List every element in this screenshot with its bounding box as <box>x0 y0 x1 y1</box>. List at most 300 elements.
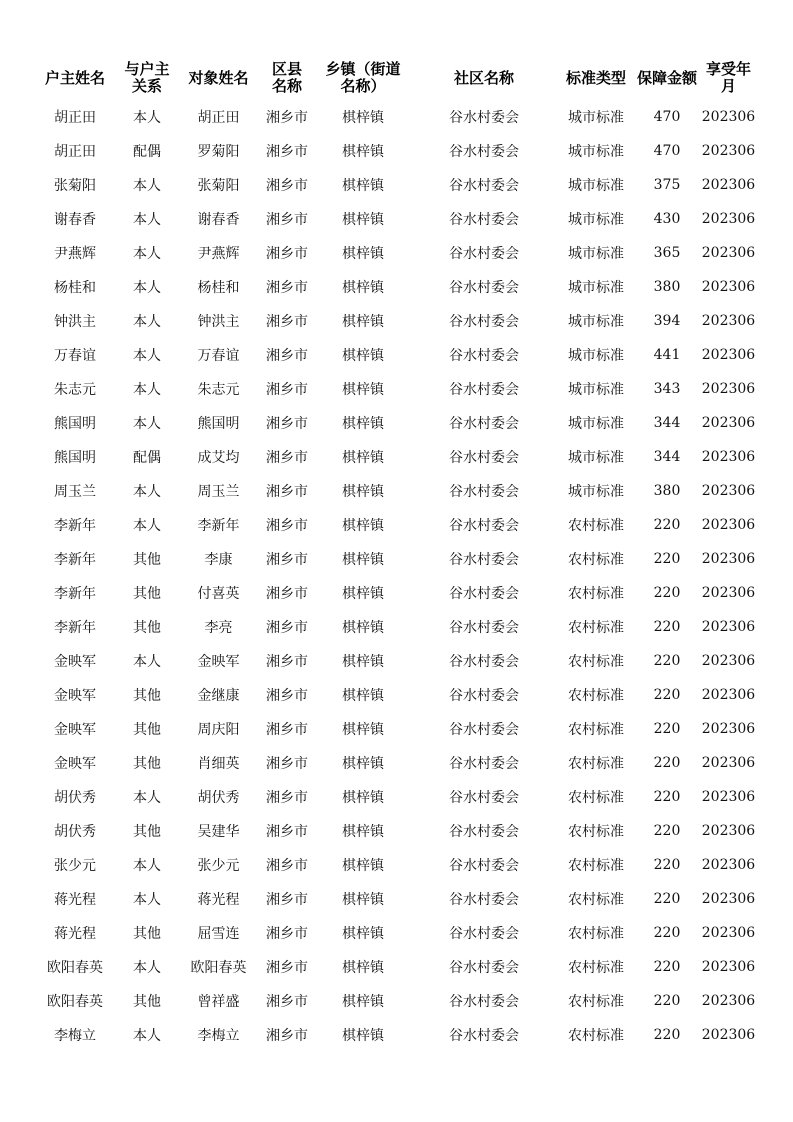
header-standard-type <box>559 56 633 100</box>
cell-county: 湘乡市 <box>266 790 308 806</box>
cell-relationship: 本人 <box>133 790 161 806</box>
cell-month: 202306 <box>701 143 756 159</box>
cell-county: 湘乡市 <box>266 484 308 500</box>
cell-relationship: 其他 <box>133 722 161 738</box>
cell-amount: 470 <box>653 143 681 159</box>
cell-township: 棋梓镇 <box>342 892 384 908</box>
table-row <box>36 984 756 1018</box>
cell-relationship: 本人 <box>133 416 161 432</box>
table-row <box>36 678 756 712</box>
cell-household-head: 熊国明 <box>54 450 96 466</box>
cell-relationship: 本人 <box>133 110 161 126</box>
cell-recipient: 周玉兰 <box>197 484 240 500</box>
cell-household-head: 金映军 <box>54 756 96 772</box>
cell-household-head: 李新年 <box>54 552 96 568</box>
cell-month: 202306 <box>701 993 756 1009</box>
cell-recipient: 杨桂和 <box>197 280 240 296</box>
cell-township: 棋梓镇 <box>342 110 384 126</box>
cell-relationship: 配偶 <box>133 450 161 466</box>
cell-recipient: 吴建华 <box>197 824 240 840</box>
cell-recipient: 金继康 <box>197 688 240 704</box>
cell-relationship: 本人 <box>133 280 161 296</box>
cell-township: 棋梓镇 <box>342 654 384 670</box>
table-row <box>36 746 756 780</box>
cell-month: 202306 <box>701 687 756 703</box>
cell-relationship: 其他 <box>133 994 161 1010</box>
cell-township: 棋梓镇 <box>342 858 384 874</box>
cell-township: 棋梓镇 <box>342 688 384 704</box>
cell-recipient: 张少元 <box>197 858 240 874</box>
cell-standard-type: 农村标准 <box>568 1028 624 1044</box>
table-row <box>36 576 756 610</box>
cell-amount: 220 <box>653 585 681 601</box>
table-row <box>36 950 756 984</box>
table-row <box>36 168 756 202</box>
cell-township: 棋梓镇 <box>342 1028 384 1044</box>
cell-county: 湘乡市 <box>266 1028 308 1044</box>
cell-relationship: 配偶 <box>133 144 161 160</box>
cell-standard-type: 农村标准 <box>568 926 624 942</box>
cell-county: 湘乡市 <box>266 688 308 704</box>
cell-county: 湘乡市 <box>266 620 308 636</box>
table-row <box>36 236 756 270</box>
cell-standard-type: 农村标准 <box>568 892 624 908</box>
header-text-line: 户主姓名 <box>44 68 105 87</box>
cell-community: 谷水村委会 <box>449 280 519 296</box>
cell-amount: 441 <box>653 347 681 363</box>
cell-relationship: 其他 <box>133 688 161 704</box>
cell-amount: 220 <box>653 687 681 703</box>
cell-recipient: 李梅立 <box>197 1028 240 1044</box>
cell-county: 湘乡市 <box>266 824 308 840</box>
cell-amount: 380 <box>653 279 681 295</box>
cell-standard-type: 农村标准 <box>568 722 624 738</box>
table-row <box>36 440 756 474</box>
cell-county: 湘乡市 <box>266 756 308 772</box>
cell-county: 湘乡市 <box>266 280 308 296</box>
table-row <box>36 508 756 542</box>
cell-community: 谷水村委会 <box>449 892 519 908</box>
cell-month: 202306 <box>701 755 756 771</box>
cell-township: 棋梓镇 <box>342 144 384 160</box>
cell-county: 湘乡市 <box>266 960 308 976</box>
cell-township: 棋梓镇 <box>342 382 384 398</box>
cell-household-head: 熊国明 <box>54 416 96 432</box>
table-row <box>36 814 756 848</box>
cell-month: 202306 <box>701 517 756 533</box>
cell-recipient: 万春谊 <box>197 348 240 364</box>
cell-household-head: 蒋光程 <box>54 892 96 908</box>
cell-recipient: 张菊阳 <box>197 178 240 194</box>
cell-amount: 375 <box>653 177 681 193</box>
cell-amount: 344 <box>653 449 681 465</box>
cell-recipient: 金映军 <box>197 654 240 670</box>
cell-recipient: 付喜英 <box>197 586 240 602</box>
cell-relationship: 本人 <box>133 1028 161 1044</box>
cell-recipient: 欧阳春英 <box>190 960 247 976</box>
cell-standard-type: 城市标准 <box>568 382 624 398</box>
cell-recipient: 蒋光程 <box>197 892 240 908</box>
cell-household-head: 钟洪主 <box>54 314 96 330</box>
header-text-line: 保障金额 <box>636 68 697 87</box>
cell-month: 202306 <box>701 177 756 193</box>
cell-relationship: 其他 <box>133 552 161 568</box>
cell-relationship: 本人 <box>133 314 161 330</box>
cell-month: 202306 <box>701 925 756 941</box>
cell-relationship: 本人 <box>133 654 161 670</box>
table-row <box>36 644 756 678</box>
cell-month: 202306 <box>701 109 756 125</box>
cell-standard-type: 农村标准 <box>568 994 624 1010</box>
cell-standard-type: 城市标准 <box>568 280 624 296</box>
cell-household-head: 周玉兰 <box>54 484 96 500</box>
cell-month: 202306 <box>701 789 756 805</box>
cell-community: 谷水村委会 <box>449 348 519 364</box>
cell-household-head: 李新年 <box>54 586 96 602</box>
cell-county: 湘乡市 <box>266 314 308 330</box>
header-amount <box>633 56 701 100</box>
cell-county: 湘乡市 <box>266 348 308 364</box>
table-row <box>36 202 756 236</box>
cell-household-head: 李新年 <box>54 620 96 636</box>
cell-month: 202306 <box>701 619 756 635</box>
header-text-line: 标准类型 <box>565 68 626 87</box>
cell-month: 202306 <box>701 347 756 363</box>
cell-community: 谷水村委会 <box>449 144 519 160</box>
cell-standard-type: 农村标准 <box>568 756 624 772</box>
cell-household-head: 金映军 <box>54 654 96 670</box>
cell-recipient: 胡伏秀 <box>197 790 240 806</box>
cell-township: 棋梓镇 <box>342 926 384 942</box>
table-row <box>36 780 756 814</box>
cell-amount: 220 <box>653 823 681 839</box>
cell-township: 棋梓镇 <box>342 824 384 840</box>
cell-township: 棋梓镇 <box>342 450 384 466</box>
cell-recipient: 曾祥盛 <box>197 994 240 1010</box>
cell-relationship: 本人 <box>133 348 161 364</box>
cell-township: 棋梓镇 <box>342 212 384 228</box>
cell-county: 湘乡市 <box>266 654 308 670</box>
cell-amount: 220 <box>653 925 681 941</box>
cell-month: 202306 <box>701 211 756 227</box>
cell-amount: 365 <box>653 245 681 261</box>
table-row <box>36 474 756 508</box>
cell-standard-type: 农村标准 <box>568 824 624 840</box>
cell-amount: 220 <box>653 551 681 567</box>
cell-recipient: 肖细英 <box>197 756 240 772</box>
cell-community: 谷水村委会 <box>449 518 519 534</box>
cell-amount: 430 <box>653 211 681 227</box>
cell-community: 谷水村委会 <box>449 926 519 942</box>
cell-community: 谷水村委会 <box>449 756 519 772</box>
cell-month: 202306 <box>701 891 756 907</box>
cell-standard-type: 农村标准 <box>568 518 624 534</box>
cell-recipient: 屈雪连 <box>197 926 240 942</box>
table-row <box>36 1018 756 1052</box>
cell-amount: 220 <box>653 755 681 771</box>
cell-county: 湘乡市 <box>266 416 308 432</box>
cell-recipient: 罗菊阳 <box>197 144 240 160</box>
cell-township: 棋梓镇 <box>342 178 384 194</box>
header-text-line: 名称 <box>271 77 302 95</box>
cell-household-head: 金映军 <box>54 722 96 738</box>
header-community <box>409 56 559 100</box>
cell-township: 棋梓镇 <box>342 722 384 738</box>
cell-month: 202306 <box>701 959 756 975</box>
cell-month: 202306 <box>701 483 756 499</box>
table-row <box>36 848 756 882</box>
cell-standard-type: 城市标准 <box>568 110 624 126</box>
cell-community: 谷水村委会 <box>449 824 519 840</box>
cell-relationship: 本人 <box>133 960 161 976</box>
cell-county: 湘乡市 <box>266 586 308 602</box>
cell-amount: 220 <box>653 993 681 1009</box>
cell-community: 谷水村委会 <box>449 688 519 704</box>
cell-standard-type: 城市标准 <box>568 144 624 160</box>
cell-household-head: 张菊阳 <box>54 178 96 194</box>
cell-county: 湘乡市 <box>266 926 308 942</box>
cell-standard-type: 农村标准 <box>568 858 624 874</box>
table-row <box>36 304 756 338</box>
cell-amount: 220 <box>653 1027 681 1043</box>
header-text-line: 乡镇（街道 <box>325 60 401 78</box>
cell-township: 棋梓镇 <box>342 586 384 602</box>
cell-community: 谷水村委会 <box>449 212 519 228</box>
table-row <box>36 134 756 168</box>
header-month <box>701 56 756 100</box>
cell-township: 棋梓镇 <box>342 348 384 364</box>
cell-household-head: 万春谊 <box>54 348 96 364</box>
cell-relationship: 其他 <box>133 586 161 602</box>
cell-amount: 220 <box>653 619 681 635</box>
cell-amount: 344 <box>653 415 681 431</box>
cell-community: 谷水村委会 <box>449 246 519 262</box>
cell-community: 谷水村委会 <box>449 654 519 670</box>
cell-amount: 380 <box>653 483 681 499</box>
cell-household-head: 欧阳春英 <box>47 994 103 1010</box>
cell-household-head: 朱志元 <box>54 382 96 398</box>
cell-community: 谷水村委会 <box>449 960 519 976</box>
cell-township: 棋梓镇 <box>342 552 384 568</box>
cell-standard-type: 农村标准 <box>568 688 624 704</box>
cell-household-head: 欧阳春英 <box>47 960 103 976</box>
cell-recipient: 成艾均 <box>197 450 240 466</box>
cell-household-head: 胡正田 <box>54 144 96 160</box>
cell-standard-type: 农村标准 <box>568 552 624 568</box>
cell-amount: 220 <box>653 891 681 907</box>
cell-household-head: 金映军 <box>54 688 96 704</box>
cell-community: 谷水村委会 <box>449 790 519 806</box>
cell-recipient: 谢春香 <box>197 212 240 228</box>
cell-amount: 220 <box>653 959 681 975</box>
cell-amount: 220 <box>653 857 681 873</box>
header-text-line: 与户主 <box>124 60 170 78</box>
cell-month: 202306 <box>701 653 756 669</box>
cell-relationship: 本人 <box>133 212 161 228</box>
cell-amount: 220 <box>653 653 681 669</box>
cell-amount: 220 <box>653 789 681 805</box>
cell-county: 湘乡市 <box>266 892 308 908</box>
table-row <box>36 270 756 304</box>
header-relationship <box>114 56 180 100</box>
cell-standard-type: 农村标准 <box>568 620 624 636</box>
cell-township: 棋梓镇 <box>342 416 384 432</box>
header-county <box>257 56 317 100</box>
table-row <box>36 542 756 576</box>
cell-month: 202306 <box>701 415 756 431</box>
header-text-line: 对象姓名 <box>188 68 249 87</box>
cell-relationship: 本人 <box>133 246 161 262</box>
cell-community: 谷水村委会 <box>449 450 519 466</box>
cell-relationship: 本人 <box>133 484 161 500</box>
table-header <box>36 56 756 100</box>
cell-county: 湘乡市 <box>266 246 308 262</box>
cell-month: 202306 <box>701 551 756 567</box>
cell-standard-type: 农村标准 <box>568 586 624 602</box>
cell-community: 谷水村委会 <box>449 722 519 738</box>
cell-relationship: 本人 <box>133 892 161 908</box>
cell-household-head: 李新年 <box>54 518 96 534</box>
header-text-line: 区县 <box>271 60 302 78</box>
cell-recipient: 李亮 <box>204 620 233 636</box>
cell-household-head: 张少元 <box>54 858 96 874</box>
cell-relationship: 其他 <box>133 620 161 636</box>
header-recipient-name <box>180 56 257 100</box>
cell-township: 棋梓镇 <box>342 620 384 636</box>
cell-standard-type: 农村标准 <box>568 960 624 976</box>
assistance-table <box>36 56 756 1052</box>
cell-household-head: 蒋光程 <box>54 926 96 942</box>
cell-household-head: 胡伏秀 <box>54 790 96 806</box>
cell-community: 谷水村委会 <box>449 552 519 568</box>
cell-month: 202306 <box>701 823 756 839</box>
table-row <box>36 100 756 134</box>
cell-month: 202306 <box>701 381 756 397</box>
cell-township: 棋梓镇 <box>342 790 384 806</box>
cell-amount: 394 <box>653 313 681 329</box>
cell-recipient: 周庆阳 <box>197 722 240 738</box>
header-township <box>317 56 409 100</box>
cell-county: 湘乡市 <box>266 450 308 466</box>
cell-household-head: 李梅立 <box>54 1028 96 1044</box>
cell-standard-type: 城市标准 <box>568 416 624 432</box>
header-household-head-name <box>36 56 114 100</box>
cell-township: 棋梓镇 <box>342 756 384 772</box>
cell-household-head: 胡伏秀 <box>54 824 96 840</box>
cell-community: 谷水村委会 <box>449 994 519 1010</box>
cell-month: 202306 <box>701 279 756 295</box>
table-row <box>36 712 756 746</box>
cell-community: 谷水村委会 <box>449 484 519 500</box>
cell-county: 湘乡市 <box>266 144 308 160</box>
cell-relationship: 其他 <box>133 926 161 942</box>
cell-county: 湘乡市 <box>266 858 308 874</box>
cell-standard-type: 城市标准 <box>568 212 624 228</box>
cell-county: 湘乡市 <box>266 212 308 228</box>
cell-community: 谷水村委会 <box>449 586 519 602</box>
cell-relationship: 其他 <box>133 824 161 840</box>
cell-community: 谷水村委会 <box>449 178 519 194</box>
cell-township: 棋梓镇 <box>342 994 384 1010</box>
cell-relationship: 本人 <box>133 178 161 194</box>
cell-community: 谷水村委会 <box>449 110 519 126</box>
cell-amount: 343 <box>653 381 681 397</box>
cell-relationship: 本人 <box>133 382 161 398</box>
table-row <box>36 406 756 440</box>
table-row <box>36 338 756 372</box>
cell-township: 棋梓镇 <box>342 960 384 976</box>
cell-month: 202306 <box>701 721 756 737</box>
table-row <box>36 610 756 644</box>
cell-community: 谷水村委会 <box>449 1028 519 1044</box>
cell-recipient: 钟洪主 <box>197 314 240 330</box>
cell-community: 谷水村委会 <box>449 416 519 432</box>
cell-community: 谷水村委会 <box>449 620 519 636</box>
cell-county: 湘乡市 <box>266 994 308 1010</box>
cell-amount: 470 <box>653 109 681 125</box>
cell-recipient: 李康 <box>204 552 233 568</box>
cell-county: 湘乡市 <box>266 722 308 738</box>
cell-household-head: 胡正田 <box>54 110 96 126</box>
cell-township: 棋梓镇 <box>342 518 384 534</box>
cell-county: 湘乡市 <box>266 552 308 568</box>
cell-recipient: 朱志元 <box>197 382 240 398</box>
cell-month: 202306 <box>701 585 756 601</box>
cell-household-head: 谢春香 <box>54 212 96 228</box>
header-row <box>36 56 756 100</box>
cell-standard-type: 农村标准 <box>568 654 624 670</box>
cell-month: 202306 <box>701 449 756 465</box>
cell-month: 202306 <box>701 857 756 873</box>
table-row <box>36 372 756 406</box>
cell-community: 谷水村委会 <box>449 858 519 874</box>
cell-township: 棋梓镇 <box>342 246 384 262</box>
table-row <box>36 916 756 950</box>
cell-recipient: 李新年 <box>197 518 240 534</box>
cell-standard-type: 城市标准 <box>568 178 624 194</box>
cell-township: 棋梓镇 <box>342 314 384 330</box>
cell-recipient: 熊国明 <box>197 416 240 432</box>
cell-standard-type: 城市标准 <box>568 450 624 466</box>
cell-household-head: 杨桂和 <box>54 280 96 296</box>
cell-recipient: 尹燕辉 <box>197 246 240 262</box>
cell-relationship: 其他 <box>133 756 161 772</box>
cell-standard-type: 城市标准 <box>568 484 624 500</box>
table-row <box>36 882 756 916</box>
cell-standard-type: 城市标准 <box>568 246 624 262</box>
header-text-line: 名称） <box>340 77 386 95</box>
cell-amount: 220 <box>653 517 681 533</box>
table-body <box>36 100 756 1052</box>
cell-standard-type: 农村标准 <box>568 790 624 806</box>
cell-standard-type: 城市标准 <box>568 348 624 364</box>
cell-standard-type: 城市标准 <box>568 314 624 330</box>
cell-community: 谷水村委会 <box>449 314 519 330</box>
cell-county: 湘乡市 <box>266 178 308 194</box>
cell-township: 棋梓镇 <box>342 484 384 500</box>
cell-amount: 220 <box>653 721 681 737</box>
header-text-line: 享受年月 <box>705 60 751 95</box>
cell-household-head: 尹燕辉 <box>54 246 96 262</box>
document-page <box>36 56 756 1052</box>
cell-county: 湘乡市 <box>266 110 308 126</box>
cell-county: 湘乡市 <box>266 518 308 534</box>
header-text-line: 社区名称 <box>453 68 514 87</box>
cell-relationship: 本人 <box>133 518 161 534</box>
cell-community: 谷水村委会 <box>449 382 519 398</box>
cell-month: 202306 <box>701 245 756 261</box>
cell-relationship: 本人 <box>133 858 161 874</box>
